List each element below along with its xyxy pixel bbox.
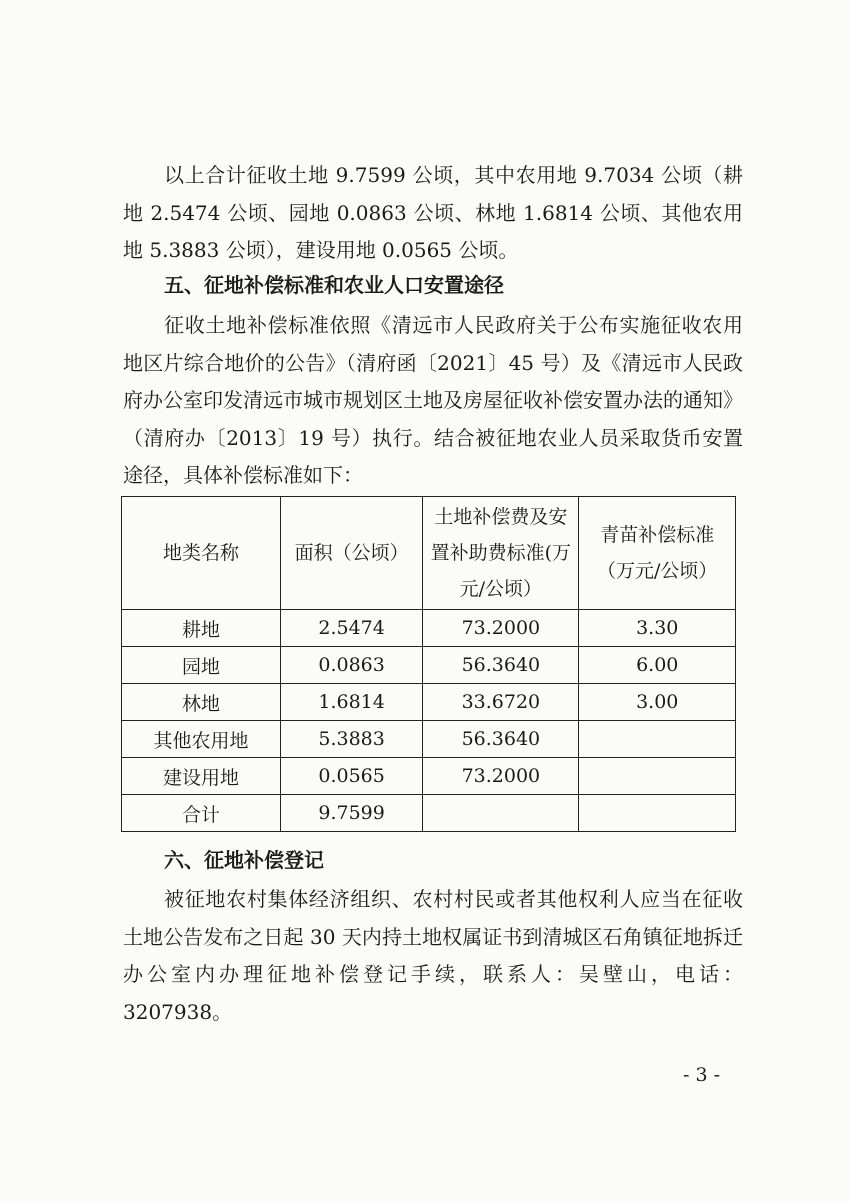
page-number: - 3 - [683,1064,721,1086]
cell-crop-compensation [579,721,736,758]
table-row [122,721,736,758]
table-row [122,610,736,647]
header-crop-compensation: 青苗补偿标准（万元/公顷） [579,497,736,610]
table-row [122,758,736,795]
header-land-compensation: 土地补偿费及安置补助费标准(万元/公顷） [423,497,579,610]
cell-crop-compensation [579,795,736,832]
cell-crop-compensation: 3.30 [579,610,736,647]
cell-area: 9.7599 [280,795,422,832]
cell-area: 2.5474 [280,610,422,647]
cell-land-type: 园地 [122,647,281,684]
cell-land-type: 合计 [122,795,281,832]
table-row [122,647,736,684]
cell-land-compensation [423,795,579,832]
cell-land-type: 建设用地 [122,758,281,795]
table-row-total [122,795,736,832]
paragraph-registration: 被征地农村集体经济组织、农村村民或者其他权利人应当在征收土地公告发布之日起 30 天内持土地权属证书到清城区石角镇征地拆迁办公室内办理征地补偿登记手续，联系人：吴壁山，电话：3207938。 [123,887,743,1024]
paragraph-compensation-basis: 征收土地补偿标准依照《清远市人民政府关于公布实施征收农用地区片综合地价的公告》（清府函〔2021〕45 号）及《清远市人民政府办公室印发清远市城市规划区土地及房屋征收补偿安置办法的通知》（清府办〔2013〕19 号）执行。结合被征地农业人员采取货币安置途径，具体补偿标准如下： [123,313,743,487]
cell-crop-compensation [579,758,736,795]
cell-land-type: 林地 [122,684,281,721]
cell-crop-compensation: 3.00 [579,684,736,721]
section-heading-5: 五、征地补偿标准和农业人口安置途径 [164,273,504,297]
section-heading-6: 六、征地补偿登记 [164,848,324,872]
cell-area: 0.0565 [280,758,422,795]
cell-land-compensation: 73.2000 [423,610,579,647]
header-land-type: 地类名称 [122,497,281,610]
header-area: 面积（公顷） [280,497,422,610]
cell-land-type: 其他农用地 [122,721,281,758]
cell-area: 1.6814 [280,684,422,721]
cell-crop-compensation: 6.00 [579,647,736,684]
table-row [122,684,736,721]
cell-land-compensation: 56.3640 [423,721,579,758]
cell-land-compensation: 33.6720 [423,684,579,721]
cell-area: 5.3883 [280,721,422,758]
cell-land-compensation: 73.2000 [423,758,579,795]
cell-area: 0.0863 [280,647,422,684]
cell-land-compensation: 56.3640 [423,647,579,684]
compensation-table [121,496,736,832]
cell-land-type: 耕地 [122,610,281,647]
paragraph-land-total: 以上合计征收土地 9.7599 公顷，其中农用地 9.7034 公顷（耕地 2.5474 公顷、园地 0.0863 公顷、林地 1.6814 公顷、其他农用地 5.3883 公顷），建设用地 0.0565 公顷。 [123,163,743,262]
table-header-row [122,497,736,610]
